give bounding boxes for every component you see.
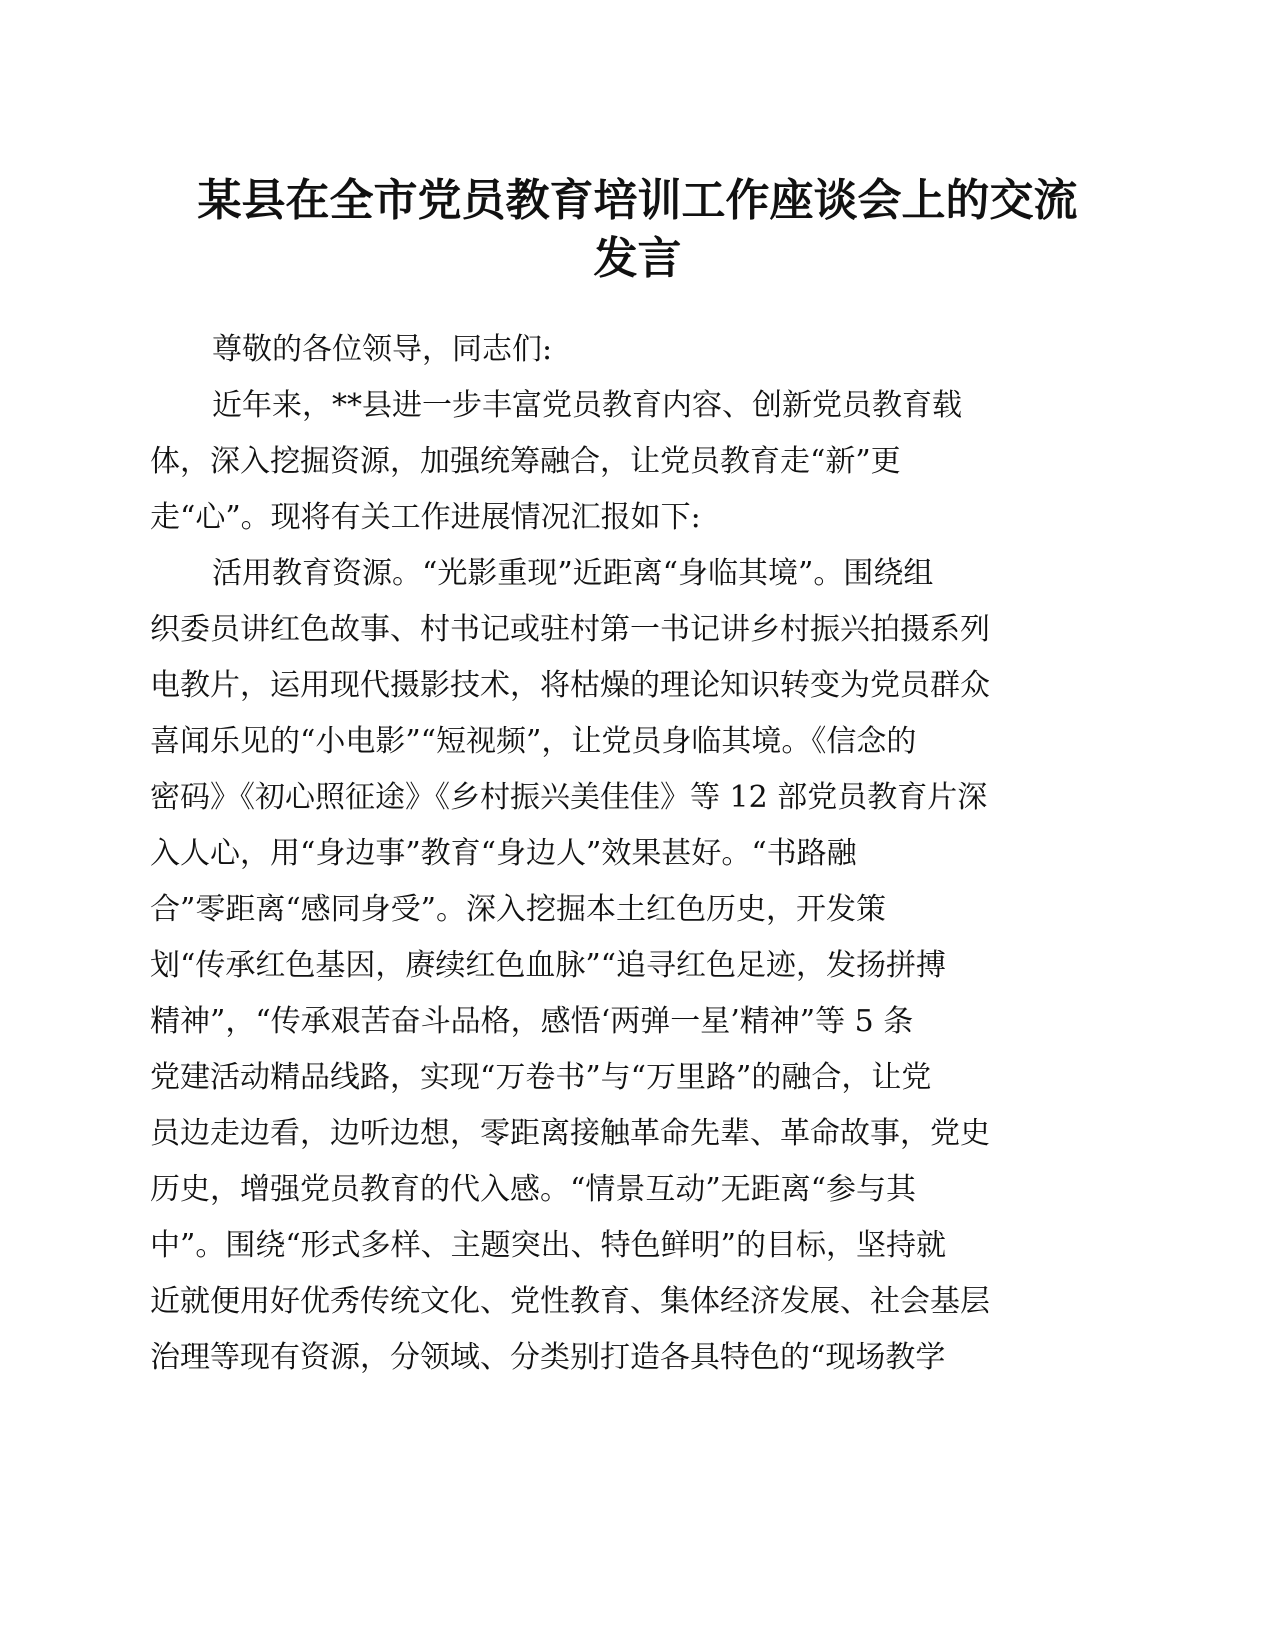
paragraph-line: 体，深入挖掘资源，加强统筹融合，让党员教育走“新”更 <box>150 444 901 479</box>
title-line: 某县在全市党员教育培训工作座谈会上的交流 <box>197 175 1078 226</box>
document-title <box>120 172 1155 288</box>
paragraph-line: 精神”，“传承艰苦奋斗品格，感悟‘两弹一星’精神”等 5 条 <box>150 1004 914 1039</box>
paragraph-line: 近就便用好优秀传统文化、党性教育、集体经济发展、社会基层 <box>150 1284 990 1319</box>
paragraph-line: 喜闻乐见的“小电影”“短视频”，让党员身临其境。《信念的 <box>150 724 917 759</box>
paragraph-line: 合”零距离“感同身受”。深入挖掘本土红色历史，开发策 <box>150 892 887 927</box>
paragraph-line: 活用教育资源。“光影重现”近距离“身临其境”。围绕组 <box>212 556 934 591</box>
paragraph-resources <box>150 546 1110 1386</box>
paragraph-line: 员边走边看，边听边想，零距离接触革命先辈、革命故事，党史 <box>150 1116 990 1151</box>
paragraph-line: 历史，增强党员教育的代入感。“情景互动”无距离“参与其 <box>150 1172 917 1207</box>
document-body <box>150 322 1110 1386</box>
paragraph-line: 中”。围绕“形式多样、主题突出、特色鲜明”的目标，坚持就 <box>150 1228 947 1263</box>
paragraph-line: 电教片，运用现代摄影技术，将枯燥的理论知识转变为党员群众 <box>150 668 990 703</box>
paragraph-line: 近年来，**县进一步丰富党员教育内容、创新党员教育载 <box>212 388 962 423</box>
paragraph-line: 走“心”。现将有关工作进展情况汇报如下: <box>150 500 701 535</box>
paragraph-intro <box>150 378 1110 546</box>
paragraph-line: 党建活动精品线路，实现“万卷书”与“万里路”的融合，让党 <box>150 1060 932 1095</box>
paragraph-line: 入人心，用“身边事”教育“身边人”效果甚好。“书路融 <box>150 836 857 871</box>
paragraph-line: 织委员讲红色故事、村书记或驻村第一书记讲乡村振兴拍摄系列 <box>150 612 990 647</box>
paragraph-line: 治理等现有资源，分领域、分类别打造各具特色的“现场教学 <box>150 1340 946 1375</box>
title-line: 发言 <box>593 233 682 284</box>
paragraph-line: 划“传承红色基因，赓续红色血脉”“追寻红色足迹，发扬拼搏 <box>150 948 947 983</box>
salutation: 尊敬的各位领导，同志们: <box>212 332 553 367</box>
paragraph-line: 密码》《初心照征途》《乡村振兴美佳佳》等 12 部党员教育片深 <box>150 780 988 815</box>
